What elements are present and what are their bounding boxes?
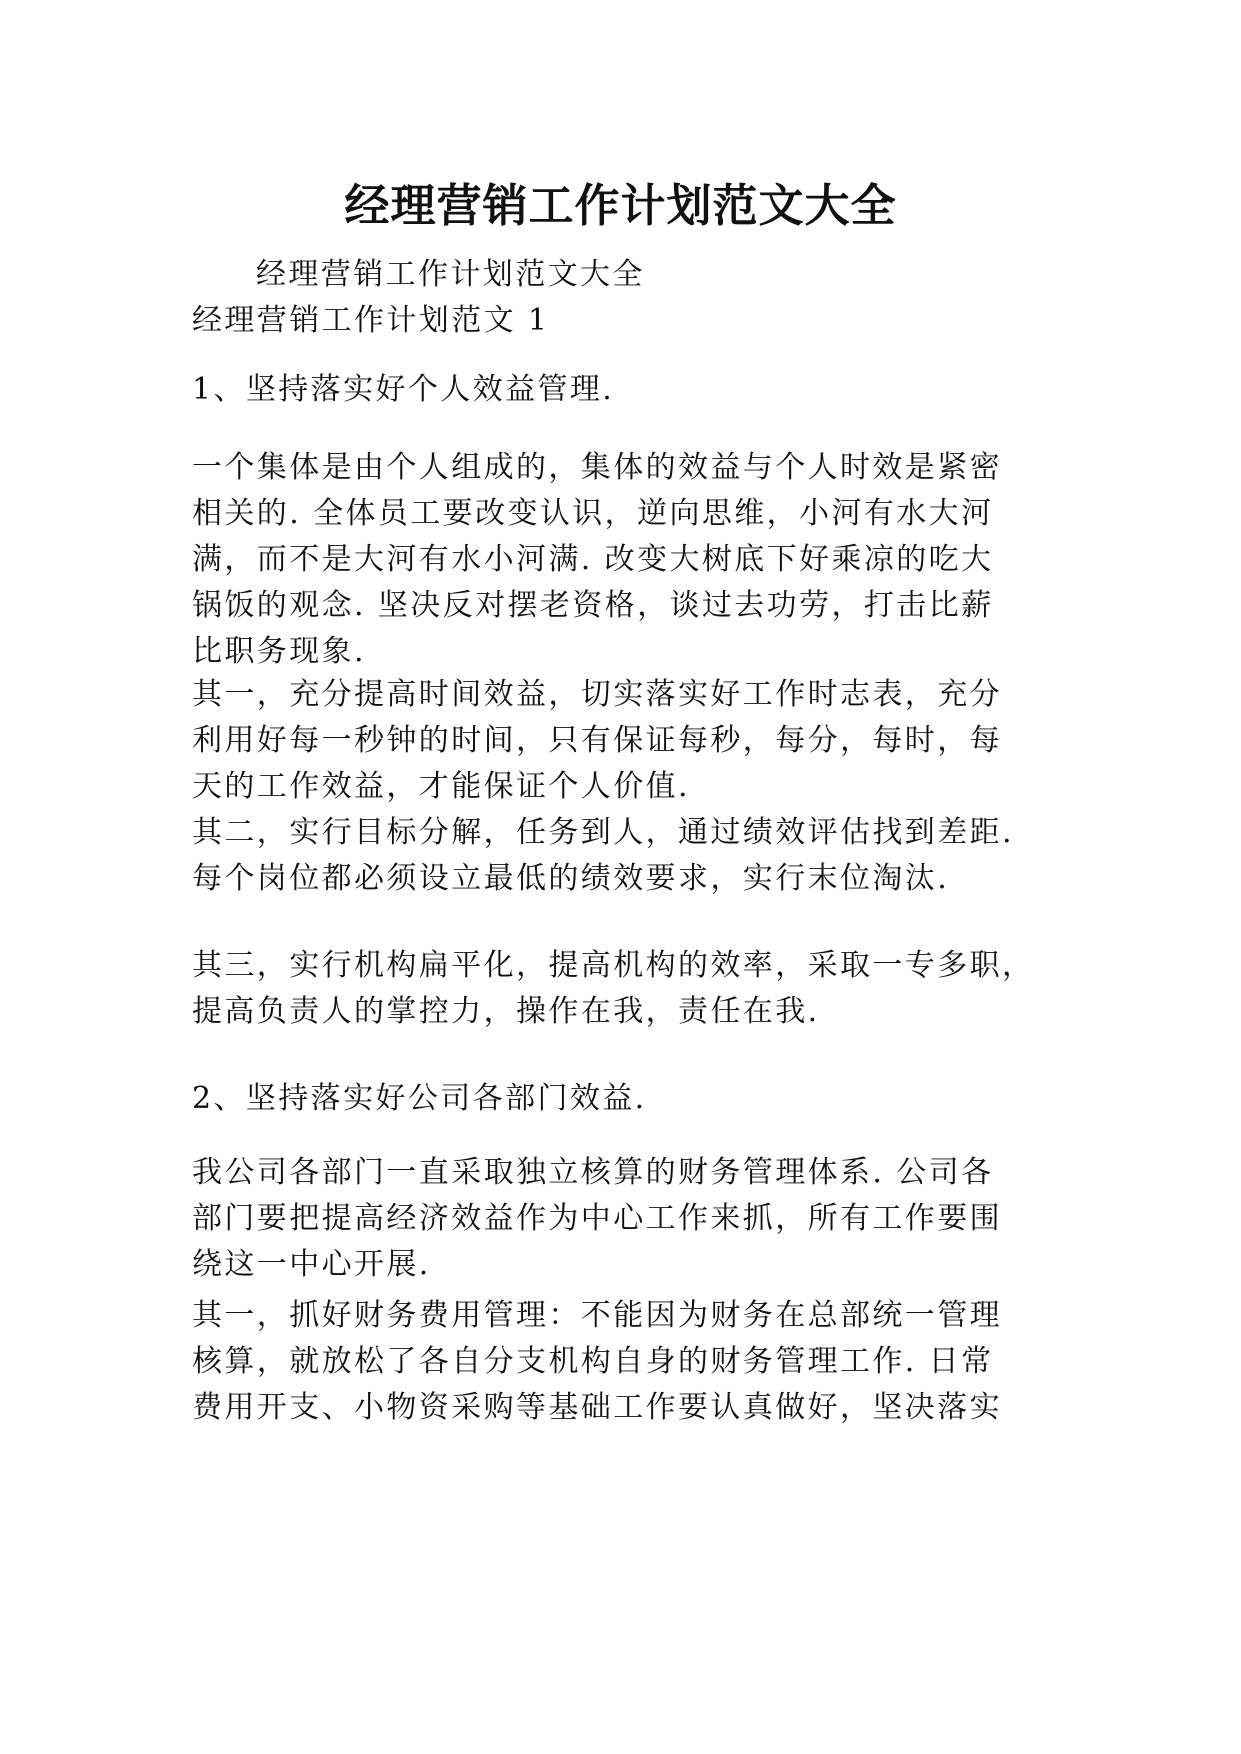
paragraph-line: 我公司各部门一直采取独立核算的财务管理体系. 公司各 bbox=[192, 1155, 994, 1190]
document-subtitle: 经理营销工作计划范文大全 bbox=[256, 257, 645, 292]
paragraph-2 bbox=[192, 445, 1052, 675]
paragraph-5 bbox=[192, 943, 1052, 1035]
paragraph-8 bbox=[192, 1293, 1052, 1431]
paragraph-line: 锅饭的观念. 坚决反对摆老资格，谈过去功劳，打击比薪 bbox=[192, 588, 994, 623]
paragraph-line: 比职务现象. bbox=[192, 634, 366, 669]
paragraph-1 bbox=[192, 367, 1052, 413]
paragraph-6 bbox=[192, 1076, 1052, 1122]
paragraph-line: 部门要把提高经济效益作为中心工作来抓，所有工作要围 bbox=[192, 1201, 1002, 1236]
paragraph-4 bbox=[192, 810, 1052, 902]
paragraph-line: 每个岗位都必须设立最低的绩效要求，实行末位淘汰. bbox=[192, 861, 950, 896]
paragraph-line: 天的工作效益，才能保证个人价值. bbox=[192, 769, 690, 804]
paragraph-line: 绕这一中心开展. bbox=[192, 1247, 431, 1282]
paragraph-line: 提高负责人的掌控力，操作在我，责任在我. bbox=[192, 994, 820, 1029]
paragraph-line: 2、坚持落实好公司各部门效益. bbox=[192, 1081, 647, 1116]
paragraph-line: 其一，抓好财务费用管理：不能因为财务在总部统一管理 bbox=[192, 1298, 1002, 1333]
paragraph-7 bbox=[192, 1150, 1052, 1288]
subtitle-block bbox=[192, 252, 1052, 344]
section-heading: 经理营销工作计划范文 1 bbox=[192, 303, 550, 338]
paragraph-line: 费用开支、小物资采购等基础工作要认真做好，坚决落实 bbox=[192, 1390, 1002, 1425]
paragraph-line: 满，而不是大河有水小河满. 改变大树底下好乘凉的吃大 bbox=[192, 542, 994, 577]
paragraph-line: 其三，实行机构扁平化，提高机构的效率，采取一专多职， bbox=[192, 948, 1035, 983]
paragraph-3 bbox=[192, 672, 1052, 810]
paragraph-line: 1、坚持落实好个人效益管理. bbox=[192, 372, 615, 407]
paragraph-line: 其一，充分提高时间效益，切实落实好工作时志表，充分 bbox=[192, 677, 1002, 712]
document-title: 经理营销工作计划范文大全 bbox=[344, 179, 897, 232]
paragraph-line: 相关的. 全体员工要改变认识，逆向思维，小河有水大河 bbox=[192, 496, 994, 531]
paragraph-line: 其二，实行目标分解，任务到人，通过绩效评估找到差距. bbox=[192, 815, 1014, 850]
paragraph-line: 核算，就放松了各自分支机构自身的财务管理工作. 日常 bbox=[192, 1344, 994, 1379]
paragraph-line: 一个集体是由个人组成的，集体的效益与个人时效是紧密 bbox=[192, 450, 1002, 485]
paragraph-line: 利用好每一秒钟的时间，只有保证每秒，每分，每时，每 bbox=[192, 723, 1002, 758]
